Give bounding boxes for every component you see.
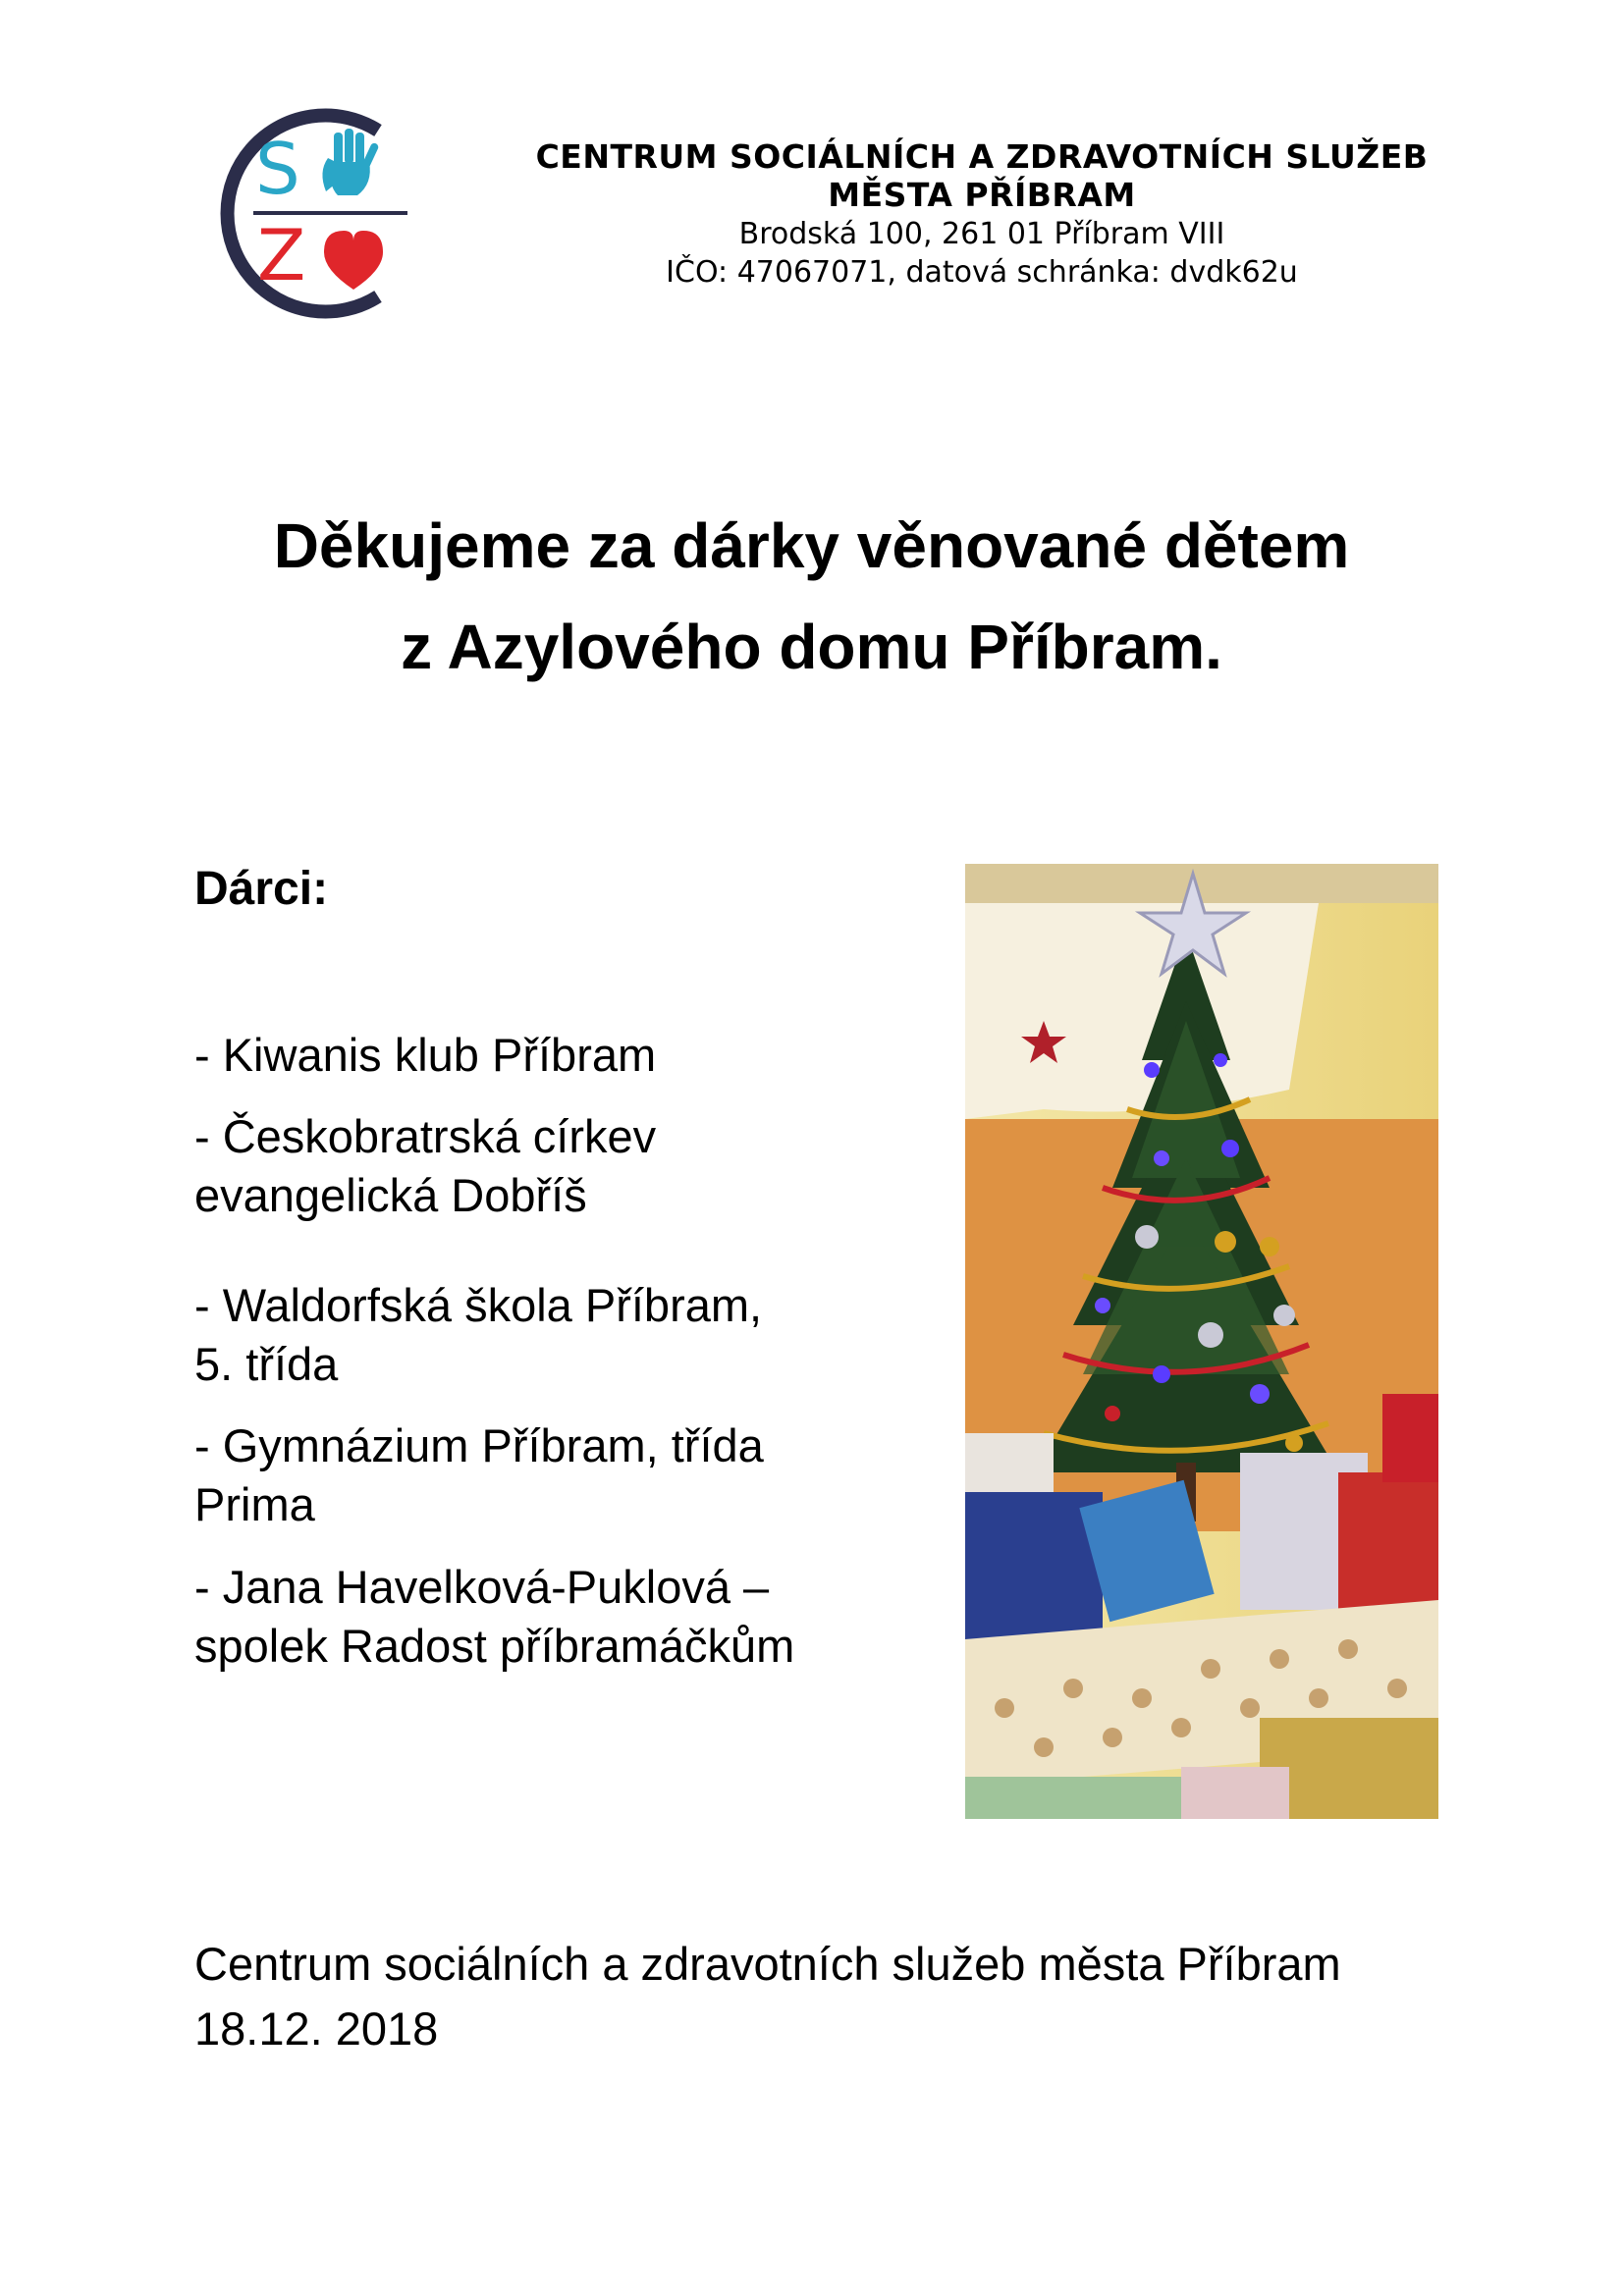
donor-line: - Kiwanis klub Příbram — [194, 1029, 657, 1081]
donor-line: evangelická Dobříš — [194, 1169, 587, 1221]
donor-item — [194, 1276, 862, 1394]
donor-item — [194, 1107, 862, 1225]
organization-name-line1: CENTRUM SOCIÁLNÍCH A ZDRAVOTNÍCH SLUŽEB — [535, 137, 1429, 176]
donor-line: - Gymnázium Příbram, třída — [194, 1419, 764, 1471]
footer — [194, 1932, 1341, 2061]
page-title — [0, 496, 1623, 698]
title-line1: Děkujeme za dárky věnované dětem — [273, 510, 1350, 581]
christmas-tree-photo — [965, 864, 1438, 1819]
donor-line: Prima — [194, 1478, 315, 1530]
title-line2: z Azylového domu Příbram. — [401, 612, 1222, 682]
logo-letter-s: S — [255, 128, 300, 210]
donor-line: - Waldorfská škola Příbram, — [194, 1279, 763, 1331]
hand-icon — [322, 129, 379, 195]
footer-date: 18.12. 2018 — [194, 2002, 439, 2055]
donor-line: - Českobratrská církev — [194, 1110, 657, 1162]
organization-ico: IČO: 47067071, datová schránka: dvdk62u — [666, 255, 1298, 290]
donors-heading: Dárci: — [194, 863, 329, 915]
organization-name-line2: MĚSTA PŘÍBRAM — [828, 176, 1136, 214]
donor-item — [194, 1026, 862, 1085]
heart-icon — [324, 231, 383, 290]
footer-organization: Centrum sociálních a zdravotních služeb města Příbram — [194, 1938, 1341, 1990]
donor-item — [194, 1416, 862, 1534]
donor-line: 5. třída — [194, 1338, 339, 1390]
donor-item — [194, 1558, 862, 1676]
donor-line: - Jana Havelková-Puklová – — [194, 1561, 770, 1613]
organization-header — [511, 137, 1453, 291]
organization-address: Brodská 100, 261 01 Příbram VIII — [738, 217, 1225, 251]
logo-letter-z: Z — [257, 214, 306, 296]
donor-line: spolek Radost příbramáčkům — [194, 1620, 795, 1672]
organization-logo — [196, 103, 412, 324]
